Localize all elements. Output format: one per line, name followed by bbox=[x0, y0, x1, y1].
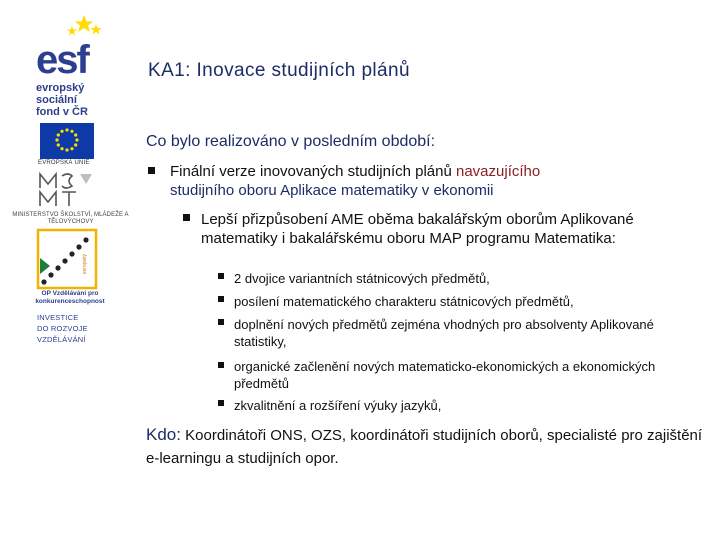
sub-item: 2 dvojice variantních státnicových předmětů, bbox=[234, 271, 490, 286]
sub-item: posílení matematického charakteru státnicových předmětů, bbox=[234, 294, 574, 309]
esf-subtitle: evropský sociální fond v ČR bbox=[36, 82, 88, 118]
bullet-square-icon bbox=[218, 296, 224, 302]
msmt-caption: MINISTERSTVO ŠKOLSTVÍ, MLÁDEŽE A TĚLOVÝCHOVY bbox=[12, 212, 129, 225]
bullet1-part2: navazujícího bbox=[456, 163, 541, 180]
bullet-square-icon bbox=[218, 362, 224, 368]
esf-logo bbox=[36, 14, 116, 118]
sub-item: zkvalitnění a rozšíření výuky jazyků, bbox=[234, 398, 442, 413]
op-logo bbox=[36, 228, 98, 290]
bullet-square-icon bbox=[148, 167, 155, 174]
eu-label: EVROPSKÁ UNIE bbox=[38, 160, 90, 166]
who-label: Kdo: bbox=[146, 425, 181, 444]
bullet-square-icon bbox=[218, 319, 224, 325]
esf-wordmark: esf bbox=[36, 38, 88, 82]
bullet-level1 bbox=[170, 162, 710, 200]
bullet-level2: Lepší přizpůsobení AME oběma bakalářským oborům Aplikované matematiky i bakalářskému oboru MAP programu Matematika: bbox=[201, 211, 634, 247]
op-caption: OP Vzdělávání pro konkurenceschopnost bbox=[35, 290, 105, 305]
investice-text: INVESTICE DO ROZVOJE VZDĚLÁVÁNÍ bbox=[37, 313, 88, 344]
sub-item: organické začlenění nových matematicko-ekonomických a ekonomických předmětů bbox=[234, 359, 656, 391]
section-heading: Co bylo realizováno v posledním období: bbox=[146, 133, 436, 150]
bullet-square-icon bbox=[183, 214, 190, 221]
sub-item: doplnění nových předmětů zejména vhodných pro absolventy Aplikované statistiky, bbox=[234, 317, 654, 349]
bullet-square-icon bbox=[218, 400, 224, 406]
who-paragraph bbox=[146, 423, 706, 470]
bullet-square-icon bbox=[218, 273, 224, 279]
eu-flag-icon bbox=[40, 123, 94, 159]
bullet1-part3: studijního oboru Aplikace matematiky v ekonomii bbox=[170, 182, 494, 199]
slide-title: KA1: Inovace studijních plánů bbox=[148, 60, 410, 81]
bullet1-part1: Finální verze inovovaných studijních plánů bbox=[170, 163, 456, 180]
who-text: Koordinátoři ONS, OZS, koordinátoři studijních oborů, specialisté pro zajištění e-learningu a studijních opor. bbox=[146, 427, 703, 467]
svg-text:evropský: evropský bbox=[82, 253, 88, 274]
logo-column bbox=[0, 0, 135, 540]
msmt-logo bbox=[36, 170, 96, 210]
